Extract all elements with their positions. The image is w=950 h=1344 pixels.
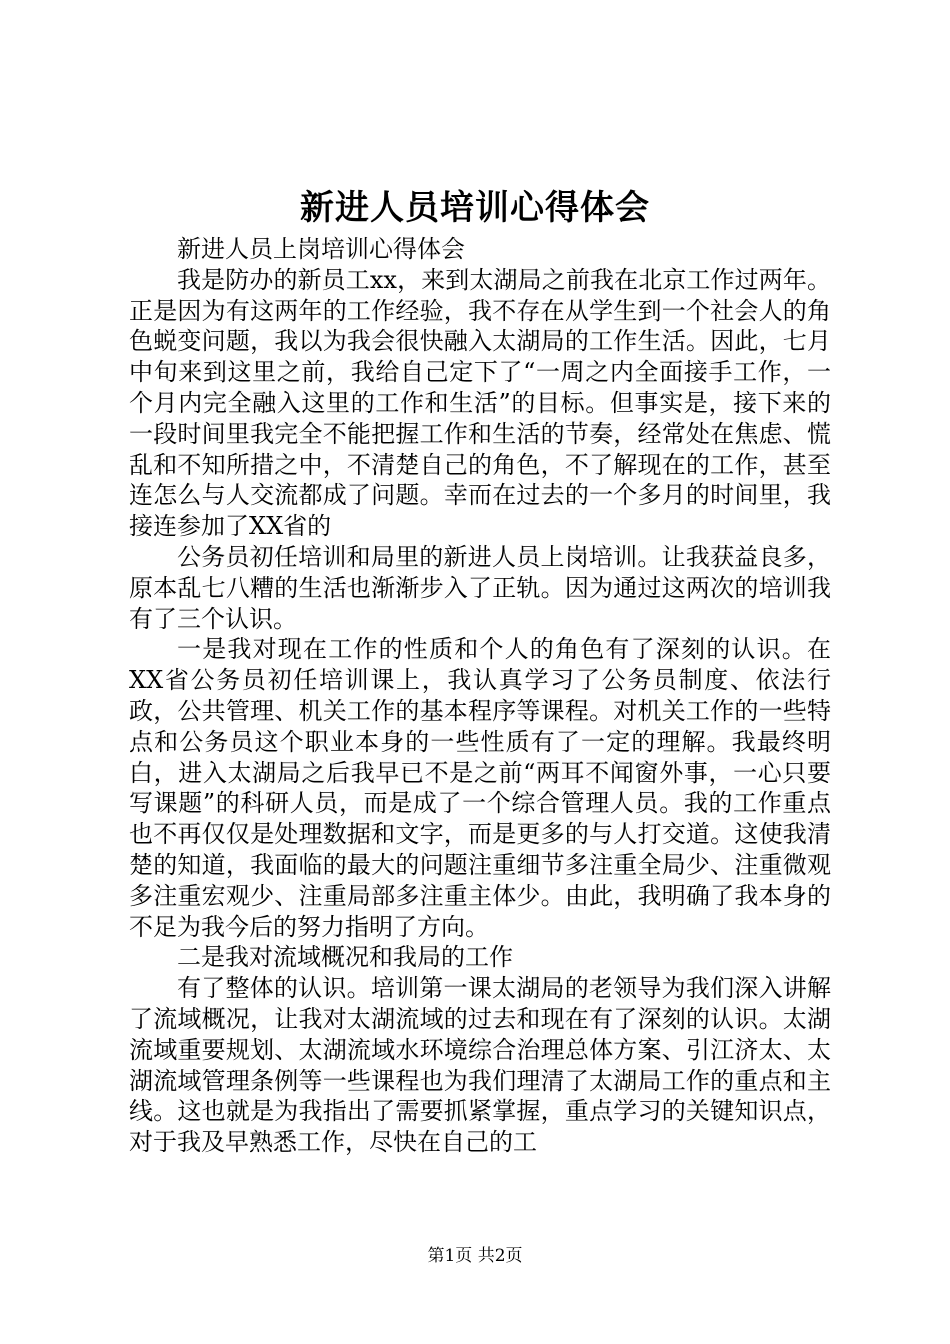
paragraph-point-two-heading: 二是我对流域概况和我局的工作 [177,943,513,972]
paragraph-training: 公务员初任培训和局里的新进人员上岗培训。让我获益良多，原本乱七八糟的生活也渐渐步入了正轨。因为通过这两次的培训我有了三个认识。 [129,542,831,633]
paragraph-intro: 我是防办的新员工xx，来到太湖局之前我在北京工作过两年。正是因为有这两年的工作经验，我不存在从学生到一个社会人的角色蜕变问题，我以为我会很快融入太湖局的工作生活。因此，七月中旬来到这里之前，我给自己定下了“一周之内全面接手工作，一个月内完全融入这里的工作和生活”的目标。但事实是，接下来的一段时间里我完全不能把握工作和生活的节奏，经常处在焦虑、慌乱和不知所措之中，不清楚自己的角色，不了解现在的工作，甚至连怎么与人交流都成了问题。幸而在过去的一个多月的时间里，我接连参加了XX省的 [129,265,831,541]
paragraph-subtitle: 新进人员上岗培训心得体会 [177,235,465,263]
paragraph-point-one: 一是我对现在工作的性质和个人的角色有了深刻的认识。在XX省公务员初任培训课上，我认真学习了公务员制度、依法行政，公共管理、机关工作的基本程序等课程。对机关工作的一些特点和公务员这个职业本身的一些性质有了一定的理解。我最终明白，进入太湖局之后我早已不是之前“两耳不闻窗外事，一心只要写课题”的科研人员，而是成了一个综合管理人员。我的工作重点也不再仅仅是处理数据和文字，而是更多的与人打交道。这使我清楚的知道，我面临的最大的问题注重细节多注重全局少、注重微观多注重宏观少、注重局部多注重主体少。由此，我明确了我本身的不足为我今后的努力指明了方向。 [129,635,831,941]
paragraph-point-two-body: 有了整体的认识。培训第一课太湖局的老领导为我们深入讲解了流域概况，让我对太湖流域的过去和现在有了深刻的认识。太湖流域重要规划、太湖流域水环境综合治理总体方案、引江济太、太湖流域管理条例等一些课程也为我们理清了太湖局工作的重点和主线。这也就是为我指出了需要抓紧掌握，重点学习的关键知识点，对于我及早熟悉工作，尽快在自己的工 [129,974,831,1157]
document-body [129,234,831,1158]
page-footer: 第1页 共2页 [427,1246,523,1266]
document-title: 新进人员培训心得体会 [300,188,650,228]
